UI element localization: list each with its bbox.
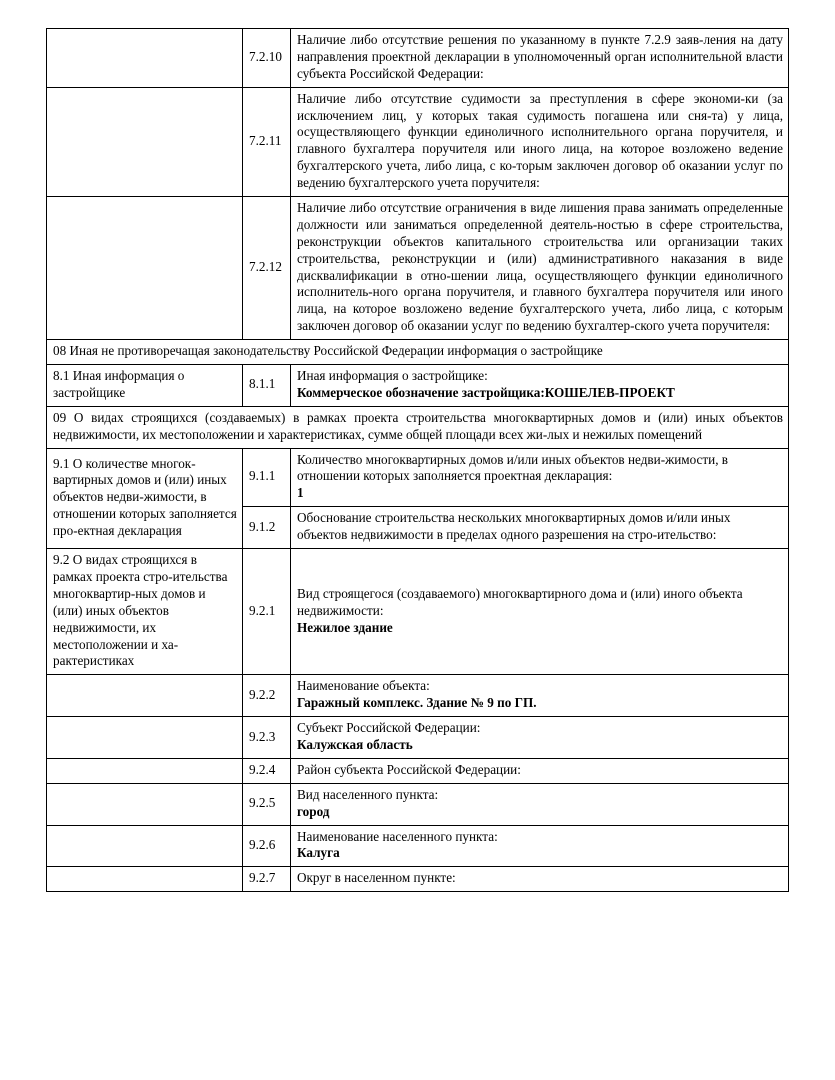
- row-code-cell: 7.2.11: [243, 87, 291, 196]
- row-code-cell: 9.2.5: [243, 783, 291, 825]
- table-row: [47, 365, 789, 407]
- row-value: Нежилое здание: [297, 619, 393, 635]
- row-label-cell: [47, 867, 243, 892]
- row-text-cell: [291, 507, 789, 549]
- row-code-cell: 9.2.2: [243, 675, 291, 717]
- row-text-cell: [291, 29, 789, 88]
- row-text-cell: [291, 717, 789, 759]
- row-value: 1: [297, 485, 304, 501]
- table-row: [47, 783, 789, 825]
- row-code-cell: 8.1.1: [243, 365, 291, 407]
- row-label-cell: [47, 783, 243, 825]
- row-text: Обоснование строительства нескольких многоквартирных домов и/или иных объектов недвижимости в пределах одного разрешения на стро-ительство:: [297, 510, 731, 543]
- row-text: Наименование объекта:: [297, 678, 430, 694]
- row-text-cell: [291, 758, 789, 783]
- row-code-cell: 7.2.12: [243, 197, 291, 340]
- table-row: [47, 197, 789, 340]
- table-row: [47, 675, 789, 717]
- row-code-cell: 9.2.3: [243, 717, 291, 759]
- row-value: Калужская область: [297, 736, 413, 752]
- row-value: город: [297, 803, 330, 819]
- row-text-cell: [291, 825, 789, 867]
- row-text: Количество многоквартирных домов и/или иных объектов недви-жимости, в отношении которых заполняется проектная декларация:: [297, 451, 729, 484]
- row-value: Коммерческое обозначение застройщика:КОШЕЛЕВ-ПРОЕКТ: [297, 384, 675, 400]
- row-label-cell: [47, 825, 243, 867]
- row-text-cell: [291, 197, 789, 340]
- row-value: Калуга: [297, 845, 340, 861]
- table-row: [47, 87, 789, 196]
- table-row: [47, 448, 789, 507]
- row-text: Округ в населенном пункте:: [297, 870, 456, 886]
- row-code-cell: 9.1.2: [243, 507, 291, 549]
- row-text: Наличие либо отсутствие решения по указанному в пункте 7.2.9 заяв-ления на дату направления проектной декларации в уполномоченный орган исполнительной власти субъекта Российской Федерации:: [297, 32, 783, 81]
- row-label-cell: [47, 675, 243, 717]
- row-text-cell: [291, 867, 789, 892]
- section-heading: 08 Иная не противоречащая законодательству Российской Федерации информация о застройщике: [47, 340, 789, 365]
- declaration-table: [46, 28, 789, 892]
- row-text: Вид строящегося (создаваемого) многоквартирного дома и (или) иного объекта недвижимости:: [297, 585, 743, 618]
- row-label-cell: [47, 197, 243, 340]
- row-label-cell: 8.1 Иная информация о застройщике: [47, 365, 243, 407]
- row-text: Наименование населенного пункта:: [297, 828, 498, 844]
- row-label-cell: [47, 87, 243, 196]
- row-text: Иная информация о застройщике:: [297, 368, 488, 384]
- row-code-cell: 9.2.6: [243, 825, 291, 867]
- row-text: Наличие либо отсутствие ограничения в виде лишения права занимать определенные должности или заниматься определенной деятель-ностью в сфере строительства, реконструкции объектов капитального строительства или организации таких строительства, реконструкции и (или) административного наказания в виде дисквалификации в отно-шении лица, осуществляющего функции единоличного исполнитель-ного органа поручителя, и главного бухгалтера поручителя или иного лица, на которое возложено ведение бухгалтерского учета, либо лица, с которым заключен договор об оказании услуг по ведению бухгалтер-ского учета поручителя:: [297, 200, 783, 334]
- row-text-cell: [291, 448, 789, 507]
- row-text-cell: [291, 783, 789, 825]
- row-label-cell: 9.1 О количестве многок-вартирных домов и (или) иных объектов недви-жимости, в отношении которых заполняется про-ектная декларация: [47, 448, 243, 548]
- row-label-cell: [47, 717, 243, 759]
- row-code-cell: 9.2.1: [243, 549, 291, 675]
- table-row: [47, 758, 789, 783]
- row-value: Гаражный комплекс. Здание № 9 по ГП.: [297, 695, 537, 711]
- row-code-cell: 9.2.7: [243, 867, 291, 892]
- row-code-cell: 9.2.4: [243, 758, 291, 783]
- table-row: [47, 717, 789, 759]
- row-text: Субъект Российской Федерации:: [297, 720, 481, 736]
- row-label-cell: [47, 29, 243, 88]
- row-text-cell: [291, 675, 789, 717]
- row-text: Вид населенного пункта:: [297, 786, 439, 802]
- row-label-cell: 9.2 О видах строящихся в рамках проекта стро-ительства многоквартир-ных домов и (или) иных объектов недвижимости, их местоположении и ха-рактеристиках: [47, 549, 243, 675]
- row-text: Наличие либо отсутствие судимости за преступления в сфере экономи-ки (за исключением лиц, у которых такая судимость погашена или сня-та) у лица, осуществляющего функции единоличного исполнительного органа поручителя, и главного бухгалтера поручителя или иного лица, на которое возложено ведение бухгалтерского учета, либо лица, с ко-торым заключен договор об оказании услуг по ведению бухгалтерского учета поручителя:: [297, 90, 783, 191]
- section-heading: 09 О видах строящихся (создаваемых) в рамках проекта строительства многоквартирных домов и (или) иных объектов недвижимости, их местоположении и характеристиках, сумме общей площади всех жи-лых и нежилых помещений: [47, 406, 789, 448]
- row-code-cell: 9.1.1: [243, 448, 291, 507]
- row-text-cell: [291, 365, 789, 407]
- table-row: [47, 867, 789, 892]
- table-row: [47, 549, 789, 675]
- row-text: Район субъекта Российской Федерации:: [297, 761, 521, 777]
- row-code-cell: 7.2.10: [243, 29, 291, 88]
- section-row-09: [47, 406, 789, 448]
- row-text-cell: [291, 549, 789, 675]
- section-row-08: [47, 340, 789, 365]
- row-text-cell: [291, 87, 789, 196]
- table-row: [47, 29, 789, 88]
- row-label-cell: [47, 758, 243, 783]
- table-row: [47, 825, 789, 867]
